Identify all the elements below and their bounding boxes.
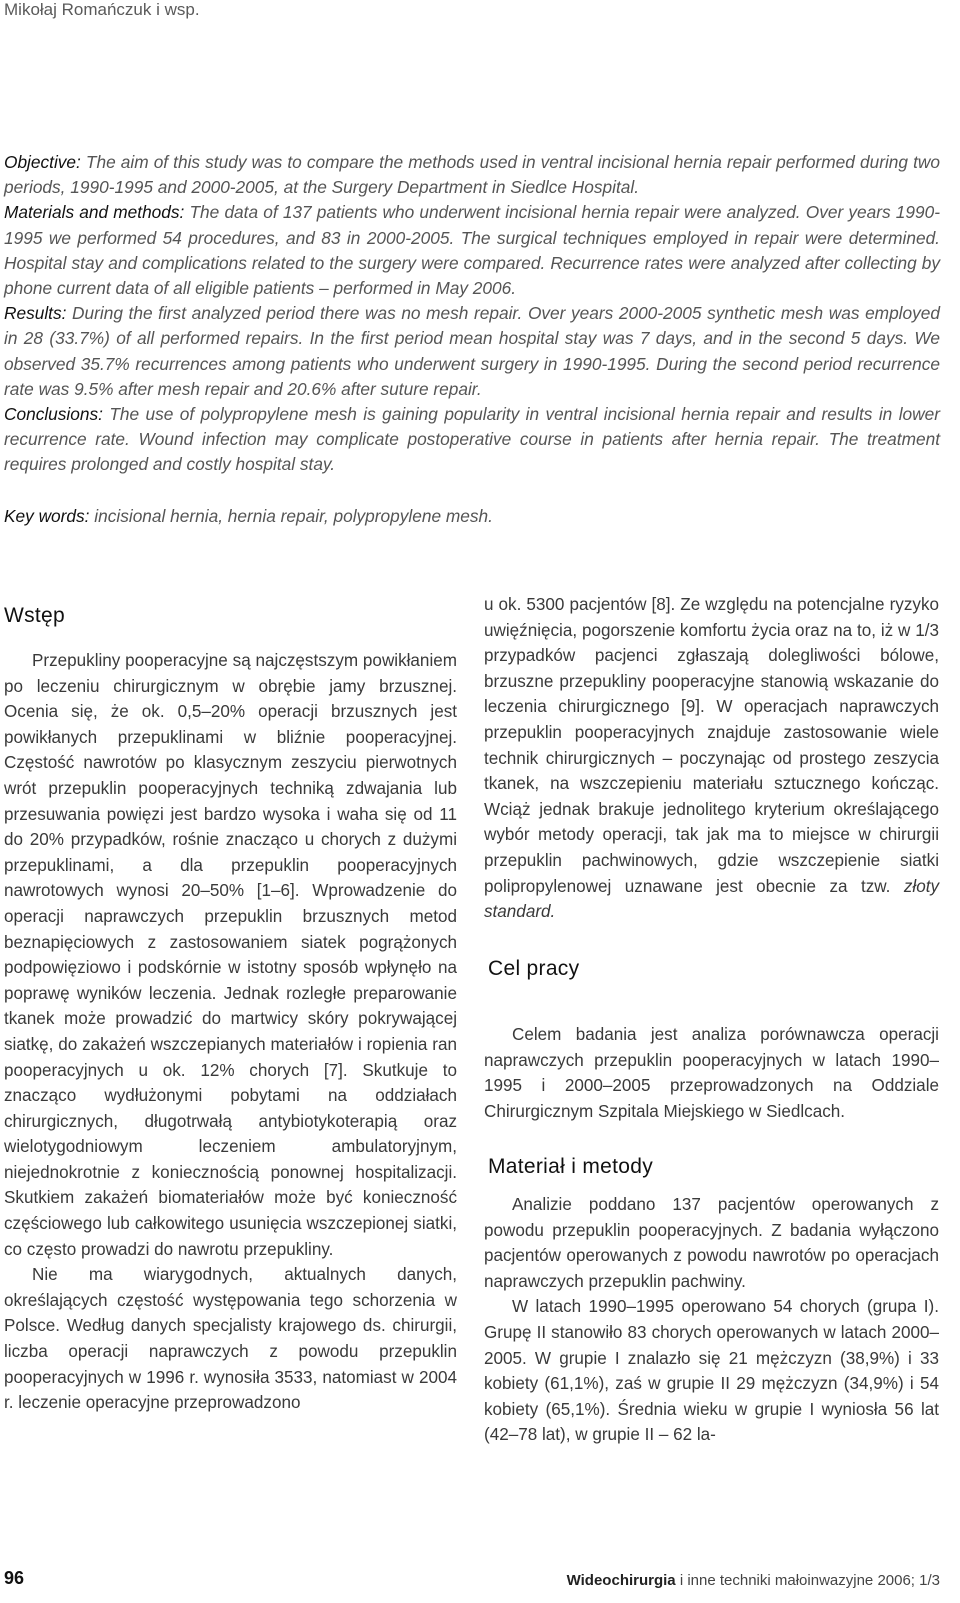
methods-section — [484, 1192, 939, 1448]
journal-footer: Wideochirurgia i inne techniki małoinwazyjne 2006; 1/3 — [566, 1572, 940, 1589]
running-head: Mikołaj Romańczuk i wsp. — [4, 0, 200, 19]
methods-paragraph-2: W latach 1990–1995 operowano 54 chorych (grupa I). Grupę II stanowiło 83 chorych operowanych w latach 2000–2005. W grupie I znalazło się 21 mężczyzn (38,9%) i 33 kobiety (61,1%), zaś w grupie II 29 mężczyzn (34,9%) i 54 kobiety (65,1%). Średnia wieku w grupie I wyniosła 56 lat (42–78 lat), w grupie II – 62 la- — [484, 1297, 939, 1445]
abstract-conclusions: Conclusions: The use of polypropylene mesh is gaining popularity in ventral incisional hernia repair and results in lower recurrence rate. Wound infection may complicate postoperative course in patients after hernia repair. The treatment requires prolonged and costly hospital stay. — [4, 404, 940, 475]
right-column-top — [484, 592, 939, 925]
methods-paragraph-1: Analizie poddano 137 pacjentów operowanych z powodu przepuklin pooperacyjnych. Z badania wyłączono pacjentów operowanych z powodu nawrotów po operacjach naprawczych przepuklin pachwiny. — [484, 1195, 939, 1291]
section-heading-aim: Cel pracy — [488, 957, 580, 980]
page-number: 96 — [4, 1568, 25, 1588]
left-column — [4, 648, 457, 1416]
aim-paragraph: Celem badania jest analiza porównawcza operacji naprawczych przepuklin pooperacyjnych w latach 1990–1995 i 2000–2005 przeprowadzonych na Oddziale Chirurgicznym Szpitala Miejskiego w Siedlcach. — [484, 1025, 939, 1121]
section-heading-methods: Materiał i metody — [488, 1155, 653, 1178]
abstract-objective: Objective: The aim of this study was to compare the methods used in ventral incisional hernia repair performed during two periods, 1990-1995 and 2000-2005, at the Surgery Department in Siedlce Hospital. — [4, 152, 940, 198]
keywords: Key words: incisional hernia, hernia repair, polypropylene mesh. — [4, 506, 493, 526]
intro-continued-paragraph: u ok. 5300 pacjentów [8]. Ze względu na potencjalne ryzyko uwięźnięcia, pogorszenie komfortu życia oraz na to, iż w 1/3 przypadków pacjenci zgłaszają dolegliwości bólowe, brzuszne przepukliny pooperacyjne stanowią wskazanie do leczenia chirurgicznego [9]. W operacjach naprawczych przepuklin pooperacyjnych znajduje zastosowanie wiele technik chirurgicznych – poczynając od prostego zeszycia tkanek, na wszczepieniu materiału sztucznego kończąc. Wciąż jednak brakuje jednolitego kryterium określającego wybór metody operacji, tak jak ma to miejsce w chirurgii przepuklin pachwinowych, gdzie wszczepienie siatki polipropylenowej uznawane jest obecnie za tzw. złoty standard. — [484, 595, 939, 922]
abstract — [4, 150, 940, 478]
abstract-results: Results: During the first analyzed period there was no mesh repair. Over years 2000-2005 synthetic mesh was employed in 28 (33.7%) of all performed repairs. In the first period mean hospital stay was 7 days, and in the second 5 days. We observed 35.7% recurrences among patients who underwent surgery in 1990-1995. During the second period recurrence rate was 9.5% after mesh repair and 20.6% after suture repair. — [4, 303, 940, 399]
aim-section — [484, 1022, 939, 1124]
abstract-methods: Materials and methods: The data of 137 patients who underwent incisional hernia repair were analyzed. Over years 1990-1995 we performed 54 procedures, and 83 in 2000-2005. The surgical techniques employed in repair were determined. Hospital stay and complications related to the surgery were compared. Recurrence rates were analyzed after collecting by phone current data of all eligible patients – performed in May 2006. — [4, 202, 940, 299]
intro-paragraph-2: Nie ma wiarygodnych, aktualnych danych, określających częstość występowania tego schorzenia w Polsce. Według danych specjalisty krajowego ds. chirurgii, liczba operacji naprawczych z powodu przepuklin pooperacyjnych w 1996 r. wynosiła 3533, natomiast w 2004 r. leczenie operacyjne przeprowadzono — [4, 1265, 457, 1413]
section-heading-intro: Wstęp — [4, 604, 66, 627]
intro-paragraph-1: Przepukliny pooperacyjne są najczęstszym powikłaniem po leczeniu chirurgicznym w obrębie jamy brzusznej. Ocenia się, że ok. 0,5–20% operacji brzusznych jest powikłanych przepuklinami w bliźnie pooperacyjnej. Częstość nawrotów po klasycznym zeszyciu pierwotnych wrót przepuklin pooperacyjnych techniką zdwajania lub przesuwania powięzi jest bardzo wysoka i waha się od 11 do 20% przypadków, rośnie znacząco u chorych z dużymi przepuklinami, a dla przepuklin pooperacyjnych nawrotowych wynosi 20–50% [1–6]. Wprowadzenie do operacji naprawczych przepuklin brzusznych metod beznapięciowych z zastosowaniem siatek pogrążonych podpowięziowo i podskórnie w istotny sposób wpłynęło na poprawę wyników leczenia. Jednak rozległe preparowanie tkanek może prowadzić do martwicy skóry pokrywającej siatkę, do zakażeń wszczepianych materiałów i ropienia ran pooperacyjnych u ok. 12% chorych [7]. Skutkuje to znacząco wydłużonymi pobytami na oddziałach chirurgicznych, długotrwałą antybiotykoterapią oraz wielotygodniowym leczeniem ambulatoryjnym, niejednokrotnie z koniecznością ponownej hospitalizacji. Skutkiem zakażeń biomateriałów może być konieczność częściowego lub całkowitego usunięcia wszczepionej siatki, co często prowadzi do nawrotu przepukliny. — [4, 651, 457, 1259]
